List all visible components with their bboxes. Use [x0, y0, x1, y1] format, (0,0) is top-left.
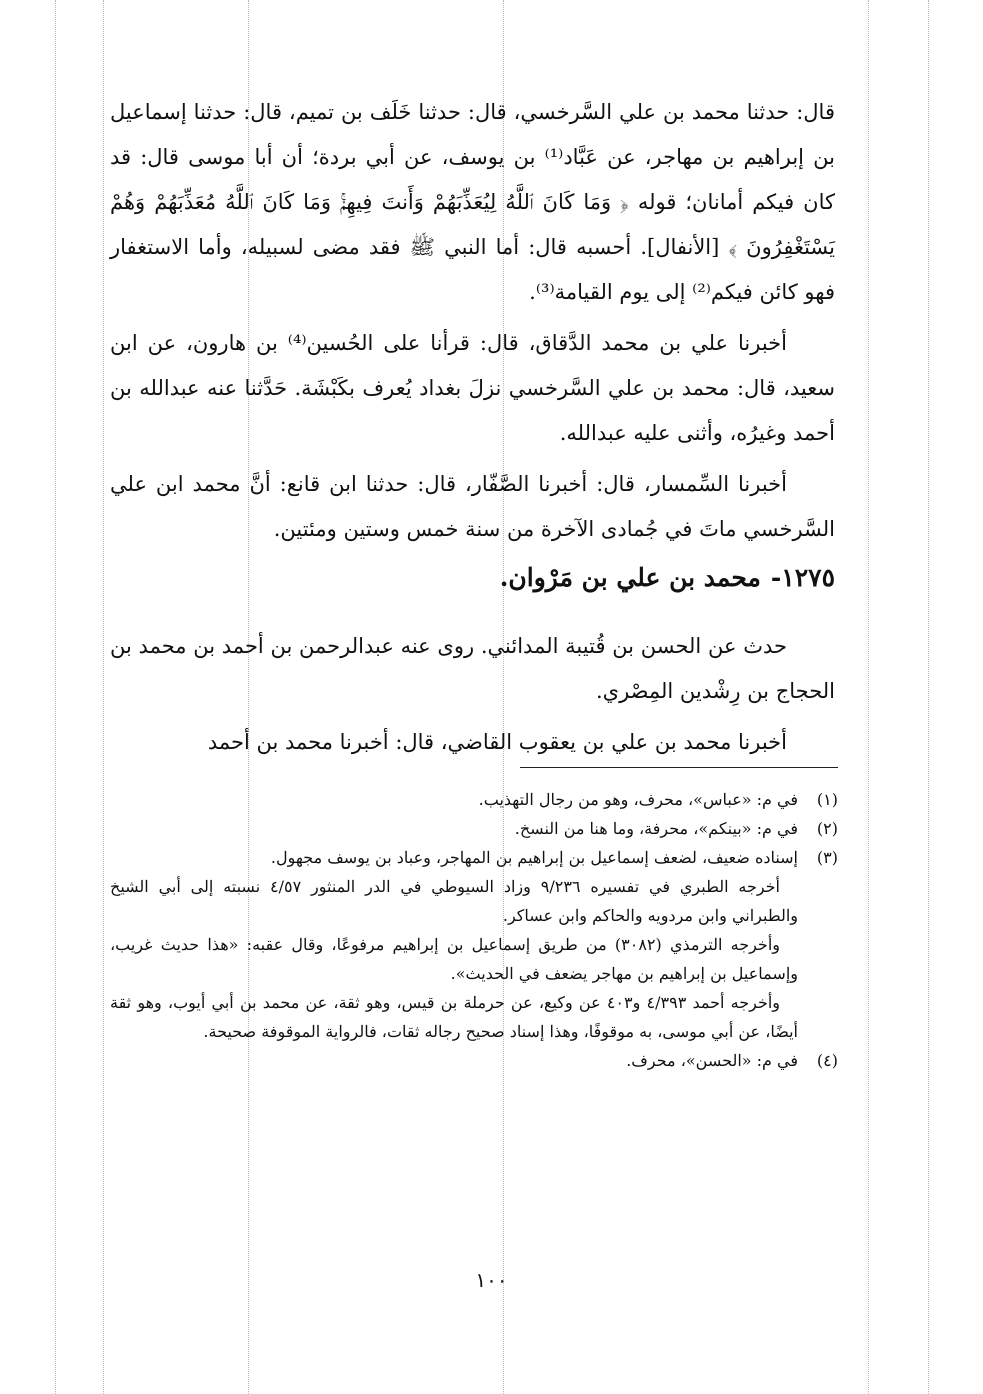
footnote-3 — [110, 843, 838, 872]
footnote-number: (٤) — [816, 1051, 838, 1070]
footnote-number: (٢) — [816, 819, 838, 838]
footnote-4 — [110, 1046, 838, 1075]
footnote-number: (٣) — [816, 848, 838, 867]
footnotes — [110, 785, 838, 1075]
scan-artifact-line — [928, 0, 929, 1394]
paragraph-hadith: قال: حدثنا محمد بن علي السَّرخسي، قال: حدثنا خَلَف بن تميم، قال: حدثنا إسماعيل بن إبراهيم بن مهاجر، عن عَبَّاد⁽¹⁾ بن يوسف، عن أبي بردة؛ أن أبا موسى قال: قد كان فيكم أمانان؛ قوله ﴿ وَمَا كَانَ ٱللَّهُ لِيُعَذِّبَهُمْ وَأَنتَ فِيهِمْۚ وَمَا كَانَ ٱللَّهُ مُعَذِّبَهُمْ وَهُمْ يَسْتَغْفِرُونَ ﴾ [الأنفال]. أحسبه قال: أما النبي ﷺ فقد مضى لسبيله، وأما الاستغفار فهو كائن فيكم⁽²⁾ إلى يوم القيامة⁽³⁾. — [110, 100, 835, 304]
footnote-divider — [520, 767, 838, 768]
paragraph-narration: حدث عن الحسن بن قُتيبة المدائني. روى عنه عبدالرحمن بن أحمد بن محمد بن الحجاج بن رِشْدين المِصْري. — [110, 634, 835, 703]
main-text — [110, 90, 835, 771]
footnote-3-sub: وأخرجه أحمد ٤/٣٩٣ و٤٠٣ عن وكيع، عن حرملة بن قيس، وهو ثقة، عن محمد بن أبي أيوب، وهو ثقة أيضًا، عن أبي موسى، به موقوفًا، وهذا إسناد صحيح رجاله ثقات، فالرواية الموقوفة صحيحة. — [110, 993, 798, 1041]
footnote-3-sub: أخرجه الطبري في تفسيره ٩/٢٣٦ وزاد السيوطي في الدر المنثور ٤/٥٧ نسبته إلى أبي الشيخ والطبراني وابن مردويه والحاكم وابن عساكر. — [110, 877, 798, 925]
footnote-number: (١) — [816, 790, 838, 809]
footnote-3-sub: وأخرجه الترمذي (٣٠٨٢) من طريق إسماعيل بن إبراهيم مرفوعًا، وقال عقبه: «هذا حديث غريب، وإسماعيل بن إبراهيم بن مهاجر يضعف في الحديث». — [110, 935, 798, 983]
scan-artifact-line — [103, 0, 104, 1394]
footnote-text: في م: «عباس»، محرف، وهو من رجال التهذيب. — [478, 790, 798, 809]
scan-artifact-line — [55, 0, 56, 1394]
footnote-1 — [110, 785, 838, 814]
entry-title: محمد بن علي بن مَرْوان. — [499, 563, 761, 592]
entry-number: ١٢٧٥- — [770, 563, 835, 592]
paragraph-biography: أخبرنا علي بن محمد الدَّقاق، قال: قرأنا على الحُسين⁽⁴⁾ بن هارون، عن ابن سعيد، قال: محمد بن علي السَّرخسي نزلَ بغداد يُعرف بكَبْشَة. حَدَّثنا عنه عبدالله بن أحمد وغيرُه، وأثنى عليه عبدالله. — [110, 331, 835, 445]
footnote-2 — [110, 814, 838, 843]
paragraph-death-date: أخبرنا السِّمسار، قال: أخبرنا الصَّفّار، قال: حدثنا ابن قانع: أنَّ محمد ابن علي السَّرخسي ماتَ في جُمادى الآخرة من سنة خمس وستين ومئتين. — [110, 472, 835, 541]
entry-heading — [110, 558, 835, 598]
footnote-text: في م: «بينكم»، محرفة، وما هنا من النسخ. — [514, 819, 798, 838]
footnote-text: في م: «الحسن»، محرف. — [626, 1051, 798, 1070]
scan-artifact-line — [868, 0, 869, 1394]
page-number: ١٠٠ — [475, 1268, 508, 1292]
footnote-text: إسناده ضعيف، لضعف إسماعيل بن إبراهيم بن المهاجر، وعباد بن يوسف مجهول. — [270, 848, 798, 867]
paragraph-chain: أخبرنا محمد بن علي بن يعقوب القاضي، قال: أخبرنا محمد بن أحمد — [207, 730, 787, 754]
